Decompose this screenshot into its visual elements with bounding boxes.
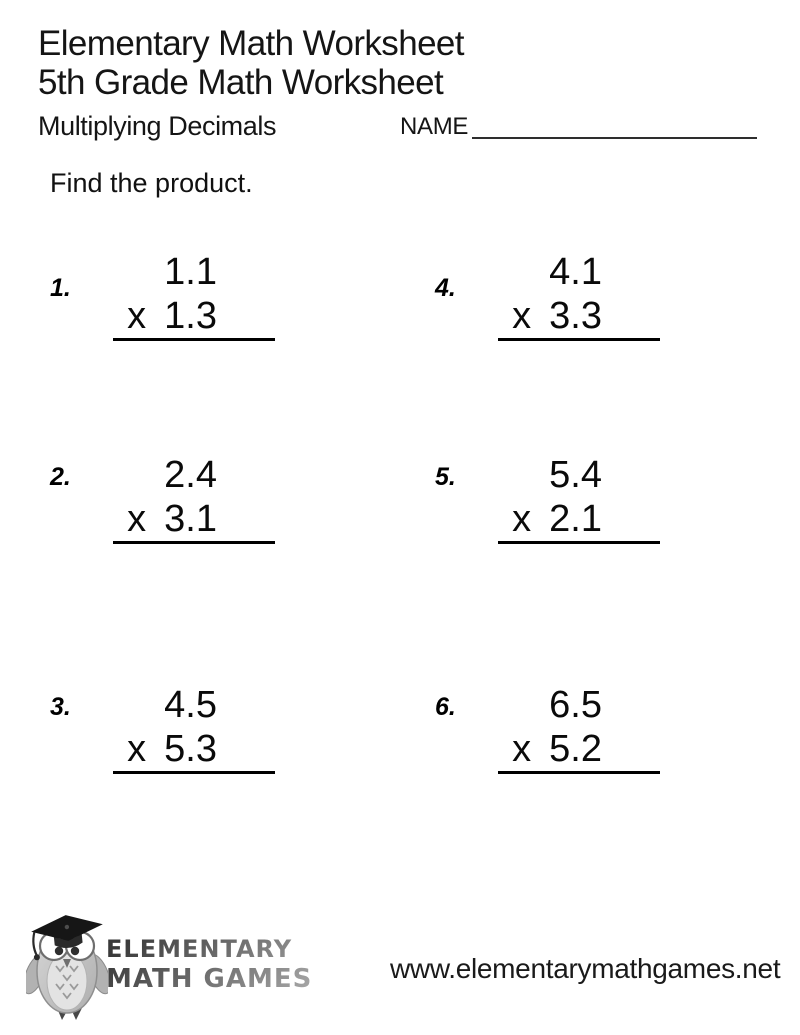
operand-bottom-row: [498, 497, 660, 541]
problem-number: 3.: [50, 693, 71, 721]
problem-number: 5.: [435, 463, 456, 491]
operand-top: 4.5: [164, 684, 217, 726]
operand-bottom-row: [498, 294, 660, 338]
problem-number: 1.: [50, 274, 71, 302]
website-url: www.elementarymathgames.net: [390, 953, 781, 984]
operand-bottom: 1.3: [164, 295, 217, 337]
operand-bottom: 2.1: [549, 498, 602, 540]
multiplication-work-area: [498, 683, 660, 774]
operand-bottom-row: [113, 497, 275, 541]
problem-number: 2.: [50, 463, 71, 491]
logo-text-line2: MATH GAMES: [106, 964, 313, 994]
problem-2: [45, 451, 295, 563]
problem-3: [45, 681, 295, 793]
operand-bottom-row: [113, 727, 275, 771]
multiplication-sign: x: [512, 295, 532, 337]
owl-graduate-icon: [26, 910, 108, 1027]
operand-bottom-row: [113, 294, 275, 338]
operand-top: 6.5: [549, 684, 602, 726]
problem-number: 4.: [435, 274, 456, 302]
operand-bottom: 3.1: [164, 498, 217, 540]
operand-top: 2.4: [164, 454, 217, 496]
operand-top: 1.1: [164, 251, 217, 293]
operand-bottom-row: [498, 727, 660, 771]
name-fill-in-line: [472, 137, 757, 139]
multiplication-sign: x: [127, 728, 147, 770]
worksheet-header: [38, 24, 464, 102]
logo-wordmark: [106, 934, 312, 994]
problem-number: 6.: [435, 693, 456, 721]
operand-top: 4.1: [549, 251, 602, 293]
multiplication-sign: x: [127, 498, 147, 540]
problem-6: [430, 681, 680, 793]
multiplication-work-area: [498, 250, 660, 341]
page-title-line1: Elementary Math Worksheet: [38, 24, 464, 63]
instructions-text: Find the product.: [50, 168, 253, 198]
operand-bottom: 3.3: [549, 295, 602, 337]
problem-1: [45, 248, 295, 360]
worksheet-topic-title: Multiplying Decimals: [38, 111, 277, 141]
logo-text-line1: ELEMENTARY: [106, 935, 293, 963]
multiplication-work-area: [113, 250, 275, 341]
multiplication-work-area: [113, 453, 275, 544]
multiplication-sign: x: [512, 728, 532, 770]
multiplication-work-area: [113, 683, 275, 774]
problem-5: [430, 451, 680, 563]
operand-bottom: 5.2: [549, 728, 602, 770]
problem-4: [430, 248, 680, 360]
multiplication-sign: x: [127, 295, 147, 337]
operand-top: 5.4: [549, 454, 602, 496]
operand-bottom: 5.3: [164, 728, 217, 770]
multiplication-sign: x: [512, 498, 532, 540]
name-label: NAME: [400, 113, 469, 140]
page-title-line2: 5th Grade Math Worksheet: [38, 63, 444, 102]
multiplication-work-area: [498, 453, 660, 544]
